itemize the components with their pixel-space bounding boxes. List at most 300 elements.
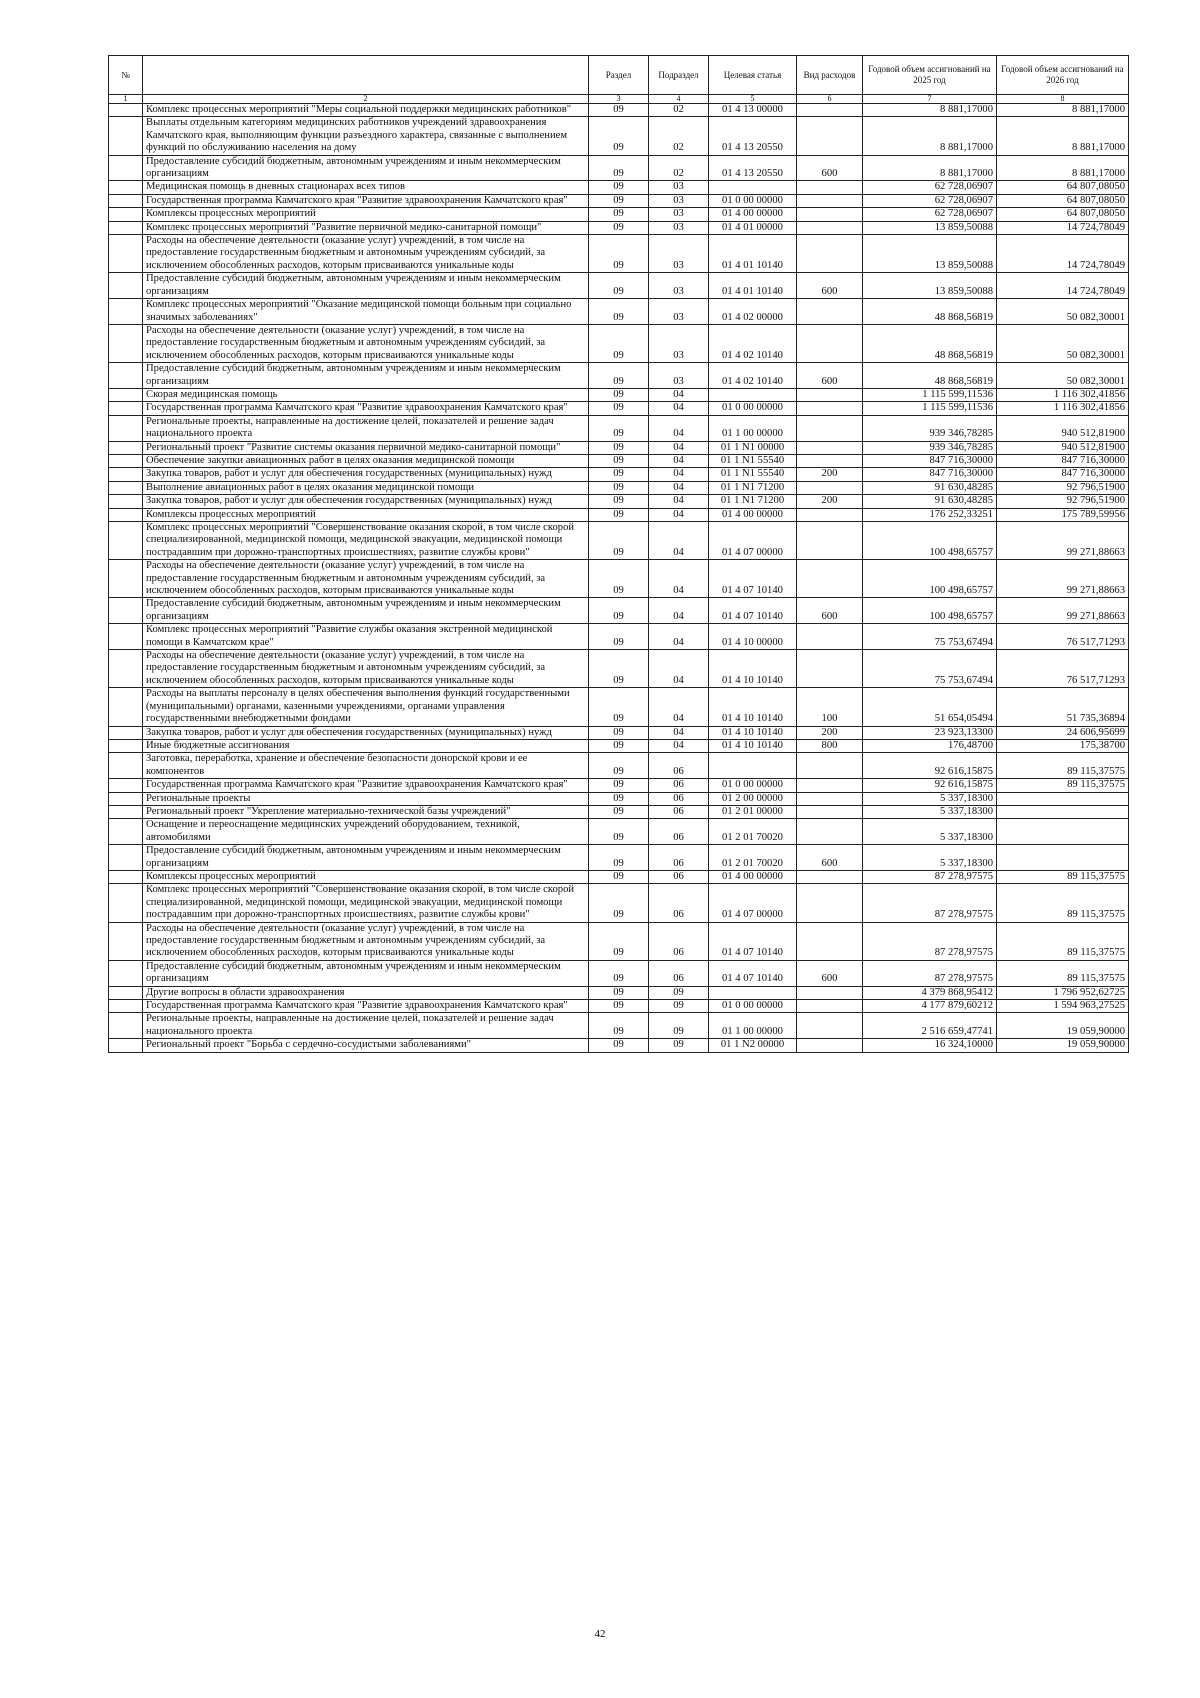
table-row — [109, 117, 1129, 155]
expense-type-cell — [797, 104, 863, 117]
expense-name: Комплекс процессных мероприятий "Совершенствование оказания скорой, в том числе скорой специализированной, медицинской помощи, медицинской эвакуации, медицинской помощи пострадавшим при дорожно-транспортных происшествиях, развитие службы крови" — [143, 884, 589, 922]
amount-2026-cell: 1 594 963,27525 — [997, 1000, 1129, 1013]
amount-2026-cell: 19 059,90000 — [997, 1039, 1129, 1052]
target-article-cell: 01 4 02 10140 — [709, 324, 797, 362]
expense-name: Обеспечение закупки авиационных работ в целях оказания медицинской помощи — [143, 454, 589, 467]
expense-type-cell — [797, 650, 863, 688]
table-row — [109, 792, 1129, 805]
row-number — [109, 1000, 143, 1013]
row-number — [109, 181, 143, 194]
amount-2025-cell: 75 753,67494 — [863, 650, 997, 688]
expense-name: Комплекс процессных мероприятий "Развитие первичной медико-санитарной помощи" — [143, 221, 589, 234]
target-article-cell: 01 2 01 70020 — [709, 845, 797, 871]
expense-name: Государственная программа Камчатского края "Развитие здравоохранения Камчатского края" — [143, 1000, 589, 1013]
amount-2025-cell: 75 753,67494 — [863, 624, 997, 650]
amount-2026-cell — [997, 819, 1129, 845]
amount-2026-cell: 99 271,88663 — [997, 522, 1129, 560]
target-article-cell: 01 0 00 00000 — [709, 779, 797, 792]
podrazdel-cell: 06 — [649, 792, 709, 805]
amount-2025-cell: 5 337,18300 — [863, 805, 997, 818]
table-row — [109, 560, 1129, 598]
amount-2026-cell: 175 789,59956 — [997, 508, 1129, 521]
amount-2026-cell: 99 271,88663 — [997, 560, 1129, 598]
amount-2026-cell — [997, 792, 1129, 805]
target-article-cell: 01 4 01 10140 — [709, 273, 797, 299]
row-number — [109, 299, 143, 325]
header-cell — [143, 56, 589, 95]
column-number: 4 — [649, 95, 709, 104]
row-number — [109, 819, 143, 845]
amount-2026-cell: 64 807,08050 — [997, 181, 1129, 194]
expense-name: Оснащение и переоснащение медицинских учреждений оборудованием, техникой, автомобилями — [143, 819, 589, 845]
row-number — [109, 454, 143, 467]
podrazdel-cell: 04 — [649, 739, 709, 752]
target-article-cell: 01 4 01 10140 — [709, 235, 797, 273]
target-article-cell — [709, 753, 797, 779]
amount-2025-cell: 62 728,06907 — [863, 208, 997, 221]
amount-2026-cell: 89 115,37575 — [997, 960, 1129, 986]
expense-type-cell — [797, 819, 863, 845]
razdel-cell: 09 — [589, 402, 649, 415]
table-row — [109, 1013, 1129, 1039]
table-row — [109, 650, 1129, 688]
expense-type-cell — [797, 208, 863, 221]
table-row — [109, 415, 1129, 441]
amount-2026-cell: 940 512,81900 — [997, 415, 1129, 441]
target-article-cell: 01 4 07 10140 — [709, 960, 797, 986]
expense-name: Расходы на выплаты персоналу в целях обеспечения выполнения функций государственными (муниципальными) органами, казенными учреждениями, органами управления государственными внебюджетными фондами — [143, 688, 589, 726]
expense-name: Предоставление субсидий бюджетным, автономным учреждениям и иным некоммерческим организациям — [143, 155, 589, 181]
amount-2025-cell: 13 859,50088 — [863, 273, 997, 299]
expense-type-cell: 100 — [797, 688, 863, 726]
table-row — [109, 870, 1129, 883]
table-row — [109, 726, 1129, 739]
target-article-cell: 01 4 10 00000 — [709, 624, 797, 650]
row-number — [109, 739, 143, 752]
razdel-cell: 09 — [589, 598, 649, 624]
razdel-cell: 09 — [589, 468, 649, 481]
target-article-cell: 01 1 N1 71200 — [709, 481, 797, 494]
expense-name: Другие вопросы в области здравоохранения — [143, 986, 589, 999]
podrazdel-cell: 03 — [649, 299, 709, 325]
row-number — [109, 650, 143, 688]
row-number — [109, 495, 143, 508]
expense-name: Комплексы процессных мероприятий — [143, 508, 589, 521]
expense-type-cell — [797, 792, 863, 805]
amount-2026-cell: 8 881,17000 — [997, 104, 1129, 117]
expense-type-cell: 200 — [797, 726, 863, 739]
table-row — [109, 739, 1129, 752]
amount-2025-cell: 62 728,06907 — [863, 194, 997, 207]
header-cell: Раздел — [589, 56, 649, 95]
razdel-cell: 09 — [589, 495, 649, 508]
expense-type-cell — [797, 1000, 863, 1013]
razdel-cell: 09 — [589, 1039, 649, 1052]
expense-type-cell — [797, 922, 863, 960]
expense-name: Расходы на обеспечение деятельности (оказание услуг) учреждений, в том числе на предоставление государственным бюджетным и автономным учреждениям субсидий, за исключением обособленных расходов, которым присваиваются уникальные коды — [143, 235, 589, 273]
expense-type-cell — [797, 388, 863, 401]
podrazdel-cell: 06 — [649, 779, 709, 792]
amount-2026-cell: 92 796,51900 — [997, 481, 1129, 494]
podrazdel-cell: 04 — [649, 688, 709, 726]
amount-2026-cell: 847 716,30000 — [997, 468, 1129, 481]
amount-2026-cell: 8 881,17000 — [997, 117, 1129, 155]
table-row — [109, 753, 1129, 779]
amount-2025-cell: 8 881,17000 — [863, 117, 997, 155]
razdel-cell: 09 — [589, 481, 649, 494]
expense-name: Комплекс процессных мероприятий "Совершенствование оказания скорой, в том числе скорой специализированной, медицинской помощи, медицинской эвакуации, медицинской помощи пострадавшим при дорожно-транспортных происшествиях, развитие службы крови" — [143, 522, 589, 560]
header-cell: Вид расходов — [797, 56, 863, 95]
amount-2025-cell: 4 379 868,95412 — [863, 986, 997, 999]
amount-2026-cell: 50 082,30001 — [997, 299, 1129, 325]
expense-type-cell: 600 — [797, 273, 863, 299]
expense-name: Предоставление субсидий бюджетным, автономным учреждениям и иным некоммерческим организациям — [143, 845, 589, 871]
expense-type-cell — [797, 986, 863, 999]
expense-name: Региональные проекты — [143, 792, 589, 805]
amount-2026-cell: 1 796 952,62725 — [997, 986, 1129, 999]
target-article-cell: 01 0 00 00000 — [709, 1000, 797, 1013]
table-row — [109, 181, 1129, 194]
amount-2025-cell: 87 278,97575 — [863, 870, 997, 883]
table-row — [109, 805, 1129, 818]
expense-name: Выполнение авиационных работ в целях оказания медицинской помощи — [143, 481, 589, 494]
expense-name: Иные бюджетные ассигнования — [143, 739, 589, 752]
target-article-cell: 01 1 N1 55540 — [709, 468, 797, 481]
podrazdel-cell: 03 — [649, 324, 709, 362]
razdel-cell: 09 — [589, 922, 649, 960]
razdel-cell: 09 — [589, 884, 649, 922]
razdel-cell: 09 — [589, 388, 649, 401]
header-cell: Целевая статья — [709, 56, 797, 95]
expense-name: Выплаты отдельным категориям медицинских работников учреждений здравоохранения Камчатского края, выполняющим функции разъездного характера, связанные с выполнением функций по обслуживанию населения на дому — [143, 117, 589, 155]
amount-2025-cell: 847 716,30000 — [863, 468, 997, 481]
podrazdel-cell: 03 — [649, 235, 709, 273]
amount-2026-cell: 24 606,95699 — [997, 726, 1129, 739]
amount-2025-cell: 48 868,56819 — [863, 299, 997, 325]
podrazdel-cell: 04 — [649, 522, 709, 560]
amount-2026-cell: 64 807,08050 — [997, 208, 1129, 221]
expense-type-cell — [797, 870, 863, 883]
column-number: 6 — [797, 95, 863, 104]
header-cell: Подраздел — [649, 56, 709, 95]
column-number: 8 — [997, 95, 1129, 104]
amount-2025-cell: 48 868,56819 — [863, 363, 997, 389]
target-article-cell: 01 4 10 10140 — [709, 739, 797, 752]
expense-name: Закупка товаров, работ и услуг для обеспечения государственных (муниципальных) нужд — [143, 726, 589, 739]
expense-name: Предоставление субсидий бюджетным, автономным учреждениям и иным некоммерческим организациям — [143, 273, 589, 299]
amount-2025-cell: 13 859,50088 — [863, 235, 997, 273]
expense-type-cell: 600 — [797, 363, 863, 389]
amount-2025-cell: 176 252,33251 — [863, 508, 997, 521]
expense-type-cell: 800 — [797, 739, 863, 752]
expense-name: Предоставление субсидий бюджетным, автономным учреждениям и иным некоммерческим организациям — [143, 960, 589, 986]
row-number — [109, 402, 143, 415]
expense-name: Комплексы процессных мероприятий — [143, 870, 589, 883]
row-number — [109, 508, 143, 521]
expense-type-cell — [797, 779, 863, 792]
row-number — [109, 155, 143, 181]
table-row — [109, 508, 1129, 521]
expense-name: Региональные проекты, направленные на достижение целей, показателей и решение задач национального проекта — [143, 415, 589, 441]
expense-name: Расходы на обеспечение деятельности (оказание услуг) учреждений, в том числе на предоставление государственным бюджетным и автономным учреждениям субсидий, за исключением обособленных расходов, которым присваиваются уникальные коды — [143, 922, 589, 960]
amount-2026-cell: 847 716,30000 — [997, 454, 1129, 467]
expense-name: Региональный проект "Развитие системы оказания первичной медико-санитарной помощи" — [143, 441, 589, 454]
expense-name: Предоставление субсидий бюджетным, автономным учреждениям и иным некоммерческим организациям — [143, 598, 589, 624]
razdel-cell: 09 — [589, 688, 649, 726]
target-article-cell: 01 4 07 10140 — [709, 560, 797, 598]
row-number — [109, 779, 143, 792]
table-row — [109, 299, 1129, 325]
razdel-cell: 09 — [589, 960, 649, 986]
table-row — [109, 324, 1129, 362]
target-article-cell: 01 0 00 00000 — [709, 402, 797, 415]
target-article-cell: 01 4 07 00000 — [709, 884, 797, 922]
amount-2025-cell: 939 346,78285 — [863, 415, 997, 441]
target-article-cell: 01 4 07 00000 — [709, 522, 797, 560]
expense-name: Региональный проект "Борьба с сердечно-сосудистыми заболеваниями" — [143, 1039, 589, 1052]
target-article-cell: 01 4 13 20550 — [709, 117, 797, 155]
razdel-cell: 09 — [589, 299, 649, 325]
razdel-cell: 09 — [589, 273, 649, 299]
expense-type-cell: 200 — [797, 468, 863, 481]
expense-name: Государственная программа Камчатского края "Развитие здравоохранения Камчатского края" — [143, 402, 589, 415]
column-number: 3 — [589, 95, 649, 104]
amount-2026-cell: 89 115,37575 — [997, 884, 1129, 922]
row-number — [109, 560, 143, 598]
amount-2026-cell: 1 116 302,41856 — [997, 402, 1129, 415]
page-number: 42 — [594, 1628, 606, 1640]
podrazdel-cell: 06 — [649, 819, 709, 845]
column-number: 5 — [709, 95, 797, 104]
expense-type-cell — [797, 805, 863, 818]
amount-2025-cell: 100 498,65757 — [863, 522, 997, 560]
razdel-cell: 09 — [589, 104, 649, 117]
table-row — [109, 986, 1129, 999]
podrazdel-cell: 09 — [649, 986, 709, 999]
expense-type-cell: 600 — [797, 598, 863, 624]
expense-name: Расходы на обеспечение деятельности (оказание услуг) учреждений, в том числе на предоставление государственным бюджетным и автономным учреждениям субсидий, за исключением обособленных расходов, которым присваиваются уникальные коды — [143, 560, 589, 598]
row-number — [109, 104, 143, 117]
expense-type-cell — [797, 235, 863, 273]
amount-2026-cell: 51 735,36894 — [997, 688, 1129, 726]
table-row — [109, 208, 1129, 221]
row-number — [109, 884, 143, 922]
target-article-cell: 01 4 00 00000 — [709, 870, 797, 883]
razdel-cell: 09 — [589, 221, 649, 234]
amount-2025-cell: 91 630,48285 — [863, 481, 997, 494]
razdel-cell: 09 — [589, 508, 649, 521]
amount-2025-cell: 87 278,97575 — [863, 960, 997, 986]
expense-name: Региональный проект "Укрепление материально-технической базы учреждений" — [143, 805, 589, 818]
target-article-cell: 01 4 00 00000 — [709, 208, 797, 221]
target-article-cell: 01 4 02 00000 — [709, 299, 797, 325]
target-article-cell: 01 2 01 70020 — [709, 819, 797, 845]
amount-2026-cell: 940 512,81900 — [997, 441, 1129, 454]
razdel-cell: 09 — [589, 155, 649, 181]
podrazdel-cell: 03 — [649, 273, 709, 299]
amount-2025-cell: 13 859,50088 — [863, 221, 997, 234]
table-row — [109, 235, 1129, 273]
expense-name: Комплекс процессных мероприятий "Меры социальной поддержки медицинских работников" — [143, 104, 589, 117]
podrazdel-cell: 03 — [649, 221, 709, 234]
row-number — [109, 468, 143, 481]
expense-type-cell — [797, 324, 863, 362]
table-row — [109, 624, 1129, 650]
podrazdel-cell: 03 — [649, 181, 709, 194]
table-row — [109, 960, 1129, 986]
target-article-cell: 01 1 00 00000 — [709, 1013, 797, 1039]
table-row — [109, 598, 1129, 624]
podrazdel-cell: 06 — [649, 753, 709, 779]
razdel-cell: 09 — [589, 454, 649, 467]
amount-2026-cell: 99 271,88663 — [997, 598, 1129, 624]
amount-2026-cell: 89 115,37575 — [997, 870, 1129, 883]
amount-2025-cell: 100 498,65757 — [863, 598, 997, 624]
expense-type-cell — [797, 522, 863, 560]
table-body — [109, 104, 1129, 1053]
target-article-cell: 01 1 N1 55540 — [709, 454, 797, 467]
podrazdel-cell: 04 — [649, 508, 709, 521]
podrazdel-cell: 06 — [649, 845, 709, 871]
podrazdel-cell: 02 — [649, 104, 709, 117]
expense-type-cell — [797, 181, 863, 194]
row-number — [109, 753, 143, 779]
column-number: 2 — [143, 95, 589, 104]
expense-type-cell — [797, 753, 863, 779]
row-number — [109, 624, 143, 650]
expense-name: Заготовка, переработка, хранение и обеспечение безопасности донорской крови и ее компонентов — [143, 753, 589, 779]
target-article-cell: 01 2 01 00000 — [709, 805, 797, 818]
column-number: 1 — [109, 95, 143, 104]
razdel-cell: 09 — [589, 986, 649, 999]
expense-type-cell — [797, 1039, 863, 1052]
row-number — [109, 598, 143, 624]
expense-type-cell — [797, 481, 863, 494]
razdel-cell: 09 — [589, 753, 649, 779]
expense-type-cell — [797, 402, 863, 415]
podrazdel-cell: 09 — [649, 1000, 709, 1013]
razdel-cell: 09 — [589, 117, 649, 155]
razdel-cell: 09 — [589, 1000, 649, 1013]
amount-2025-cell: 176,48700 — [863, 739, 997, 752]
expense-type-cell — [797, 624, 863, 650]
target-article-cell: 01 4 00 00000 — [709, 508, 797, 521]
expense-name: Закупка товаров, работ и услуг для обеспечения государственных (муниципальных) нужд — [143, 468, 589, 481]
expense-name: Государственная программа Камчатского края "Развитие здравоохранения Камчатского края" — [143, 194, 589, 207]
target-article-cell: 01 2 00 00000 — [709, 792, 797, 805]
table-row — [109, 363, 1129, 389]
amount-2025-cell: 8 881,17000 — [863, 104, 997, 117]
podrazdel-cell: 02 — [649, 155, 709, 181]
row-number — [109, 208, 143, 221]
podrazdel-cell: 06 — [649, 960, 709, 986]
razdel-cell: 09 — [589, 1013, 649, 1039]
razdel-cell: 09 — [589, 235, 649, 273]
podrazdel-cell: 04 — [649, 415, 709, 441]
expense-type-cell — [797, 117, 863, 155]
amount-2026-cell: 50 082,30001 — [997, 324, 1129, 362]
table-row — [109, 1000, 1129, 1013]
table-row — [109, 221, 1129, 234]
amount-2026-cell: 76 517,71293 — [997, 650, 1129, 688]
target-article-cell — [709, 388, 797, 401]
table-row — [109, 481, 1129, 494]
razdel-cell: 09 — [589, 779, 649, 792]
expense-type-cell — [797, 194, 863, 207]
expense-name: Скорая медицинская помощь — [143, 388, 589, 401]
table-row — [109, 688, 1129, 726]
amount-2025-cell: 100 498,65757 — [863, 560, 997, 598]
amount-2025-cell: 87 278,97575 — [863, 884, 997, 922]
expense-type-cell — [797, 299, 863, 325]
podrazdel-cell: 09 — [649, 1013, 709, 1039]
budget-table — [108, 55, 1129, 1053]
amount-2025-cell: 16 324,10000 — [863, 1039, 997, 1052]
table-row — [109, 845, 1129, 871]
expense-name: Закупка товаров, работ и услуг для обеспечения государственных (муниципальных) нужд — [143, 495, 589, 508]
header-cell: Годовой объем ассигнований на 2025 год — [863, 56, 997, 95]
table-row — [109, 388, 1129, 401]
row-number — [109, 194, 143, 207]
podrazdel-cell: 04 — [649, 402, 709, 415]
expense-type-cell — [797, 1013, 863, 1039]
amount-2025-cell: 939 346,78285 — [863, 441, 997, 454]
row-number — [109, 845, 143, 871]
table-row — [109, 522, 1129, 560]
podrazdel-cell: 06 — [649, 922, 709, 960]
row-number — [109, 441, 143, 454]
table-row — [109, 194, 1129, 207]
amount-2026-cell: 19 059,90000 — [997, 1013, 1129, 1039]
amount-2026-cell: 89 115,37575 — [997, 753, 1129, 779]
razdel-cell: 09 — [589, 522, 649, 560]
razdel-cell: 09 — [589, 726, 649, 739]
amount-2026-cell: 175,38700 — [997, 739, 1129, 752]
row-number — [109, 415, 143, 441]
target-article-cell — [709, 986, 797, 999]
expense-name: Расходы на обеспечение деятельности (оказание услуг) учреждений, в том числе на предоставление государственным бюджетным и автономным учреждениям субсидий, за исключением обособленных расходов, которым присваиваются уникальные коды — [143, 650, 589, 688]
razdel-cell: 09 — [589, 650, 649, 688]
amount-2026-cell: 89 115,37575 — [997, 779, 1129, 792]
podrazdel-cell: 04 — [649, 454, 709, 467]
target-article-cell: 01 4 10 10140 — [709, 726, 797, 739]
column-number-row — [109, 95, 1129, 104]
table-row — [109, 884, 1129, 922]
razdel-cell: 09 — [589, 181, 649, 194]
expense-name: Комплексы процессных мероприятий — [143, 208, 589, 221]
row-number — [109, 235, 143, 273]
amount-2025-cell: 847 716,30000 — [863, 454, 997, 467]
podrazdel-cell: 04 — [649, 495, 709, 508]
amount-2025-cell: 91 630,48285 — [863, 495, 997, 508]
podrazdel-cell: 06 — [649, 884, 709, 922]
razdel-cell: 09 — [589, 415, 649, 441]
expense-name: Предоставление субсидий бюджетным, автономным учреждениям и иным некоммерческим организациям — [143, 363, 589, 389]
target-article-cell: 01 1 N1 71200 — [709, 495, 797, 508]
podrazdel-cell: 06 — [649, 805, 709, 818]
amount-2026-cell: 14 724,78049 — [997, 273, 1129, 299]
expense-name: Медицинская помощь в дневных стационарах всех типов — [143, 181, 589, 194]
expense-type-cell: 600 — [797, 960, 863, 986]
target-article-cell: 01 4 13 00000 — [709, 104, 797, 117]
row-number — [109, 324, 143, 362]
row-number — [109, 922, 143, 960]
expense-type-cell: 200 — [797, 495, 863, 508]
row-number — [109, 688, 143, 726]
row-number — [109, 805, 143, 818]
table-row — [109, 273, 1129, 299]
table-row — [109, 468, 1129, 481]
